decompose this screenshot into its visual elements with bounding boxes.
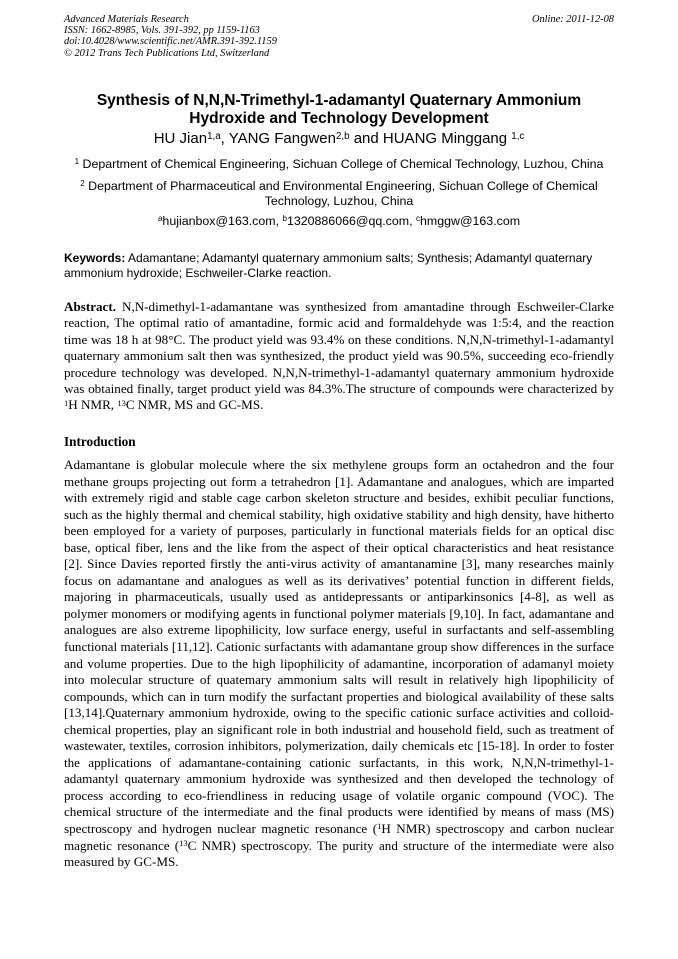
paper-title	[40, 92, 638, 128]
email-sup: a	[157, 214, 163, 224]
abstract-text: C NMR, MS and GC-MS.	[125, 397, 264, 413]
online-date: Online: 2011-12-08	[531, 14, 614, 25]
email-list	[50, 214, 628, 229]
author-sup: 1,c	[511, 130, 525, 142]
abstract	[64, 299, 614, 414]
email-address: hujianbox@163.com,	[162, 214, 283, 228]
issn-line: ISSN: 1662-8985, Vols. 391-392, pp 1159-1163	[64, 25, 260, 37]
introduction-body	[64, 457, 614, 871]
superscript: 13	[179, 837, 188, 848]
title-line-1: Synthesis of N,N,N-Trimethyl-1-adamantyl Quaternary Ammonium	[96, 92, 582, 109]
abstract-text: H NMR,	[68, 397, 118, 413]
affiliation-2	[50, 179, 628, 209]
affiliation-number: 1	[74, 157, 80, 167]
author-name: , YANG Fangwen	[220, 130, 336, 147]
affiliation-1	[50, 157, 628, 172]
email-sup: b	[282, 214, 287, 224]
abstract-text: N,N-dimethyl-1-adamantane was synthesized from amantadine through Eschweiler-Clarke reaction, The optimal ratio of amantadine, formic acid and formaldehyde was 1:5:4, and the reaction time was 18 h at 98°C. The product yield was 93.4% on these conditions. N,N,N-trimethyl-1-adamantyl quaternary ammonium salt then was synthesized, the product yield was 90.5%, succeeding eco-friendly procedure technology was developed. N,N,N-trimethyl-1-adamantyl quaternary ammonium hydroxide was obtained finally, target product yield was 84.3%.The structure of compounds were characterized by	[64, 299, 614, 397]
email-address: 1320886066@qq.com,	[286, 214, 416, 228]
affiliation-text: Department of Chemical Engineering, Sichuan College of Chemical Technology, Luzhou, China	[79, 157, 604, 171]
keywords	[64, 251, 614, 280]
author-name: HU Jian	[153, 130, 208, 147]
paragraph-text: C NMR) spectroscopy. The purity and structure of the intermediate were also measured by GC-MS.	[64, 837, 614, 870]
keywords-label: Keywords:	[64, 251, 126, 265]
keywords-text: Adamantane; Adamantyl quaternary ammonium salts; Synthesis; Adamantyl quaternary ammonium hydroxide; Eschweiler-Clarke reaction.	[64, 251, 593, 280]
email-address: hmggw@163.com	[420, 214, 521, 228]
doi-line: doi:10.4028/www.scientific.net/AMR.391-392.1159	[64, 36, 277, 48]
copyright-line: © 2012 Trans Tech Publications Ltd, Switzerland	[64, 47, 270, 59]
email-sup: c	[415, 214, 420, 224]
superscript: 1	[64, 397, 69, 408]
affiliation-text: Department of Pharmaceutical and Environmental Engineering, Sichuan College of Chemical Technology, Luzhou, China	[84, 179, 598, 208]
title-line-2: Hydroxide and Technology Development	[189, 110, 489, 127]
affiliation-number: 2	[80, 179, 85, 189]
author-list	[40, 130, 638, 148]
abstract-label: Abstract.	[64, 299, 116, 314]
journal-name: Advanced Materials Research	[64, 14, 189, 25]
paragraph-text: H NMR) spectroscopy and carbon nuclear magnetic resonance (	[64, 821, 615, 853]
superscript: 1	[377, 821, 382, 832]
section-heading-introduction: Introduction	[64, 434, 136, 449]
author-sup: 1,a	[207, 130, 221, 142]
running-header	[64, 14, 614, 59]
author-sup: 2,b	[335, 130, 350, 142]
author-name: and HUANG Minggang	[349, 130, 512, 147]
paragraph-text: Adamantane is globular molecule where the six methylene groups form an octahedron and the four methane groups projecting out form a tetrahedron [1]. Adamantane and analogues, which are imparted with extremely rigid and stable cage carbon skeleton structure and besides, exhibit peculiar functions, such as the highly thermal and chemical stability, high oxidative stability and high density, have hitherto been employed for a variety of purposes, particularly in functional materials fields for an optical disc base, optical fiber, lens and the like from the aspect of their optical characteristics and heat resistance [2]. Since Davies reported firstly the anti-virus activity of amantanamine [3], many researches mainly focus on adamantane and analogues as well as its derivatives’ potential function in different fields, majoring in pharmaceuticals, usually used as antidepressants or antiparkinsonics [4-8], as well as polymer monomers or modifying agents in functional polymer materials [9,10]. In fact, adamantane and analogues are also extreme lipophilicity, low surface energy, useful in surfactants and self-assembling functional materials [11,12]. Cationic surfactants with adamantane group show differences in the surface and volume properties. Due to the high lipophilicity of adamantine, incorporation of adamanyl moiety into molecular structure of quatemary ammonium salts will result in relatively high lipophilicity of compounds, which can in turn modify the surfactant properties and biological availability of these salts [13,14].Quaternary ammonium hydroxide, owing to the specific cationic surface activities and colloid-chemical properties, play an significant role in both industrial and household field, such as treatment of wastewater, textiles, corrosion inhibitors, polymerization, daily chemicals etc [15-18]. In order to foster the applications of adamantane-containing cationic surfactants, in this work, N,N,N-trimethyl-1-adamantyl quaternary ammonium hydroxide was synthesized and then developed the technology of process according to eco-friendliness in reducing usage of volatile organic compound (VOC). The chemical structure of the intermediate and the final products were identified by means of mass (MS) spectroscopy and hydrogen nuclear magnetic resonance (	[64, 457, 614, 837]
superscript: 13	[117, 397, 126, 408]
